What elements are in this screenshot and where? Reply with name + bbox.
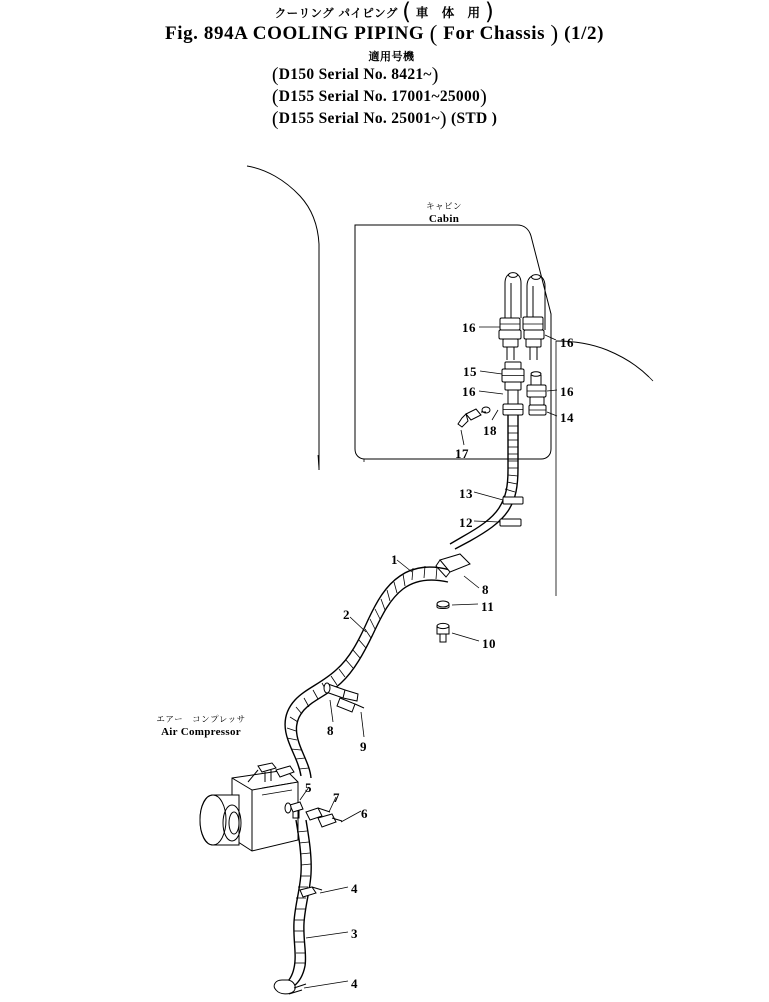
serial-line-2: (D155 Serial No. 17001~25000) — [271, 86, 488, 108]
callout-8-lower: 8 — [327, 723, 334, 738]
callout-5: 5 — [305, 780, 312, 795]
title-jp-kanji: 車 体 用 — [415, 5, 481, 20]
serial-line-2-text: D155 Serial No. 17001~25000 — [278, 88, 481, 105]
serial-line-3: (D155 Serial No. 25001~) (STD ) — [271, 108, 498, 130]
caption-compressor-jp: エアー コンプレッサ — [156, 715, 246, 725]
chassis-outline — [247, 166, 653, 470]
callout-16-upper-left: 16 — [462, 320, 476, 335]
title-jp-paren-open: ( — [402, 0, 412, 25]
serial-header-jp: 適用号機 — [368, 50, 415, 63]
figure-sheet-number: (1/2) — [564, 23, 604, 44]
serial-line-3-suffix: (STD ) — [451, 110, 498, 127]
callout-15: 15 — [463, 364, 477, 379]
serial-line-1-text: D150 Serial No. 8421~ — [278, 66, 432, 83]
callout-1: 1 — [391, 552, 398, 567]
hose-bracket-upper — [436, 554, 470, 642]
callout-7: 7 — [333, 790, 340, 805]
callout-14: 14 — [560, 410, 574, 425]
callout-16-mid-left: 16 — [462, 384, 476, 399]
middle-union-fitting — [502, 362, 524, 404]
title-jp-text: クーリング パイピング — [274, 6, 398, 20]
hose-assembly-upper — [450, 415, 523, 549]
air-compressor-body — [200, 763, 298, 851]
figure-paren-close: ) — [550, 21, 559, 46]
callout-16-mid-right: 16 — [560, 384, 574, 399]
callout-10: 10 — [482, 636, 496, 651]
figure-paren-open: ( — [429, 21, 438, 46]
callout-4-upper: 4 — [351, 881, 358, 896]
callout-8-upper: 8 — [482, 582, 489, 597]
callout-3: 3 — [351, 926, 358, 941]
caption-compressor-en: Air Compressor — [161, 726, 241, 738]
hose-assembly-lower — [274, 820, 322, 994]
callout-6: 6 — [361, 806, 368, 821]
serial-line-1: (D150 Serial No. 8421~) — [271, 64, 439, 86]
caption-cabin-en: Cabin — [428, 213, 460, 225]
callout-9: 9 — [360, 739, 367, 754]
callout-11: 11 — [481, 599, 495, 614]
callout-2: 2 — [343, 607, 350, 622]
callout-4-lower: 4 — [351, 976, 358, 991]
bolt-17-18 — [458, 407, 490, 427]
callout-17: 17 — [455, 446, 469, 461]
caption-cabin-jp: キャビン — [425, 202, 462, 212]
callout-12: 12 — [459, 515, 473, 530]
callout-16-upper-right: 16 — [560, 335, 574, 350]
cabin-window-outline — [355, 225, 551, 459]
bolt-8-9 — [324, 683, 364, 712]
hose-assembly-long — [285, 566, 450, 778]
callout-18: 18 — [483, 423, 497, 438]
serial-line-3-text: D155 Serial No. 25001~ — [278, 110, 440, 127]
figure-number-and-name: Fig. 894A COOLING PIPING — [164, 23, 425, 44]
upper-union-fittings — [499, 317, 544, 360]
figure-subtitle: For Chassis — [443, 23, 546, 44]
callout-13: 13 — [459, 486, 473, 501]
title-jp-paren-close: ) — [484, 0, 495, 25]
